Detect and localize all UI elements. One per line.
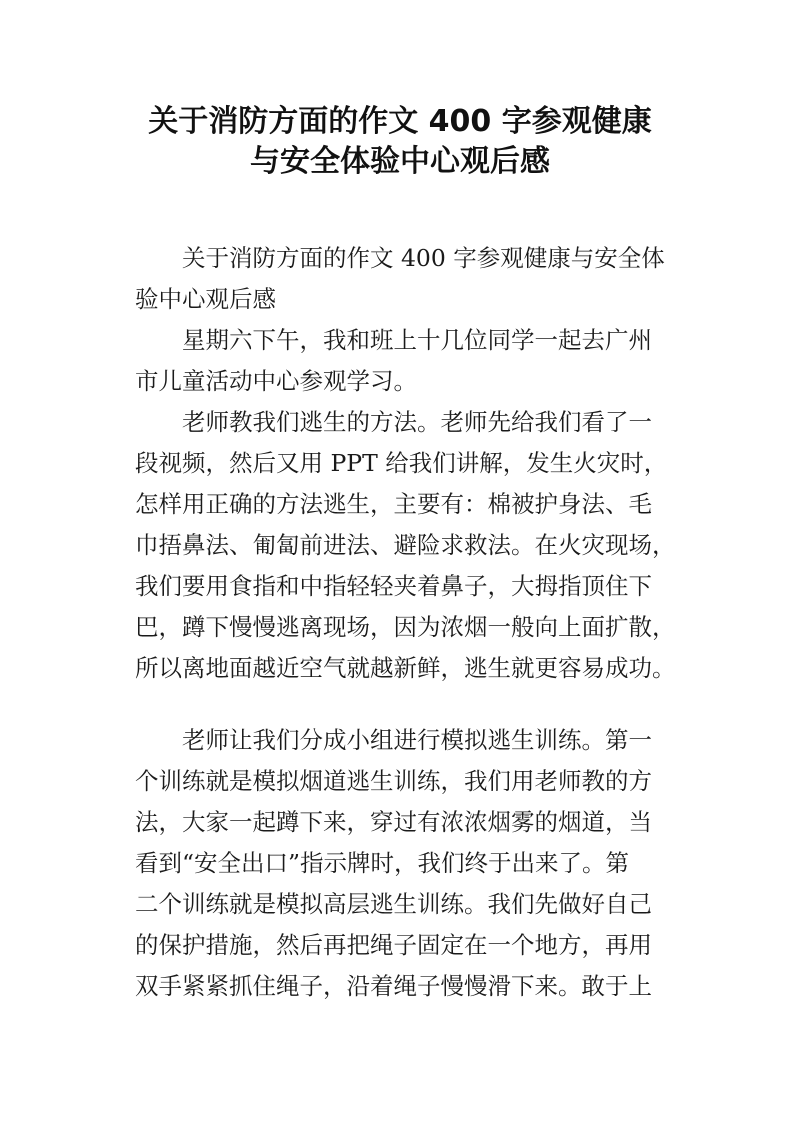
paragraph-2 xyxy=(135,320,671,402)
paragraph-spacer xyxy=(135,689,671,720)
text-line: 怎样用正确的方法逃生，主要有：棉被护身法、毛 xyxy=(135,490,652,518)
document-title xyxy=(100,102,700,182)
text-line: 的保护措施，然后再把绳子固定在一个地方，再用 xyxy=(135,931,652,959)
text-line: 所以离地面越近空气就越新鲜，逃生就更容易成功。 xyxy=(135,654,676,682)
text-line: 关于消防方面的作文 400 字参观健康与安全体 xyxy=(182,244,665,272)
paragraph-3 xyxy=(135,402,676,689)
text-line: 老师教我们逃生的方法。老师先给我们看了一 xyxy=(182,408,652,436)
text-line: 巴，蹲下慢慢逃离现场，因为浓烟一般向上面扩散， xyxy=(135,613,676,641)
text-line: 个训练就是模拟烟道逃生训练，我们用老师教的方 xyxy=(135,767,652,795)
paragraph-4 xyxy=(135,720,671,1007)
title-line: 与安全体验中心观后感 xyxy=(250,144,550,179)
text-line: 二个训练就是模拟高层逃生训练。我们先做好自己 xyxy=(135,890,652,918)
text-line: 段视频，然后又用 PPT 给我们讲解，发生火灾时， xyxy=(135,449,668,477)
text-line: 星期六下午，我和班上十几位同学一起去广州 xyxy=(182,326,652,354)
text-line: 巾捂鼻法、匍匐前进法、避险求救法。在火灾现场， xyxy=(135,531,676,559)
text-line: 我们要用食指和中指轻轻夹着鼻子，大拇指顶住下 xyxy=(135,572,652,600)
text-line: 验中心观后感 xyxy=(135,285,276,313)
title-line: 关于消防方面的作文 400 字参观健康 xyxy=(148,104,652,139)
text-line: 看到“安全出口”指示牌时，我们终于出来了。第 xyxy=(135,849,630,877)
document-body xyxy=(135,238,676,1007)
text-line: 双手紧紧抓住绳子，沿着绳子慢慢滑下来。敢于上 xyxy=(135,972,652,1000)
text-line: 法，大家一起蹲下来，穿过有浓浓烟雾的烟道，当 xyxy=(135,808,652,836)
paragraph-1 xyxy=(135,238,671,320)
text-line: 老师让我们分成小组进行模拟逃生训练。第一 xyxy=(182,726,652,754)
text-line: 市儿童活动中心参观学习。 xyxy=(135,367,417,395)
